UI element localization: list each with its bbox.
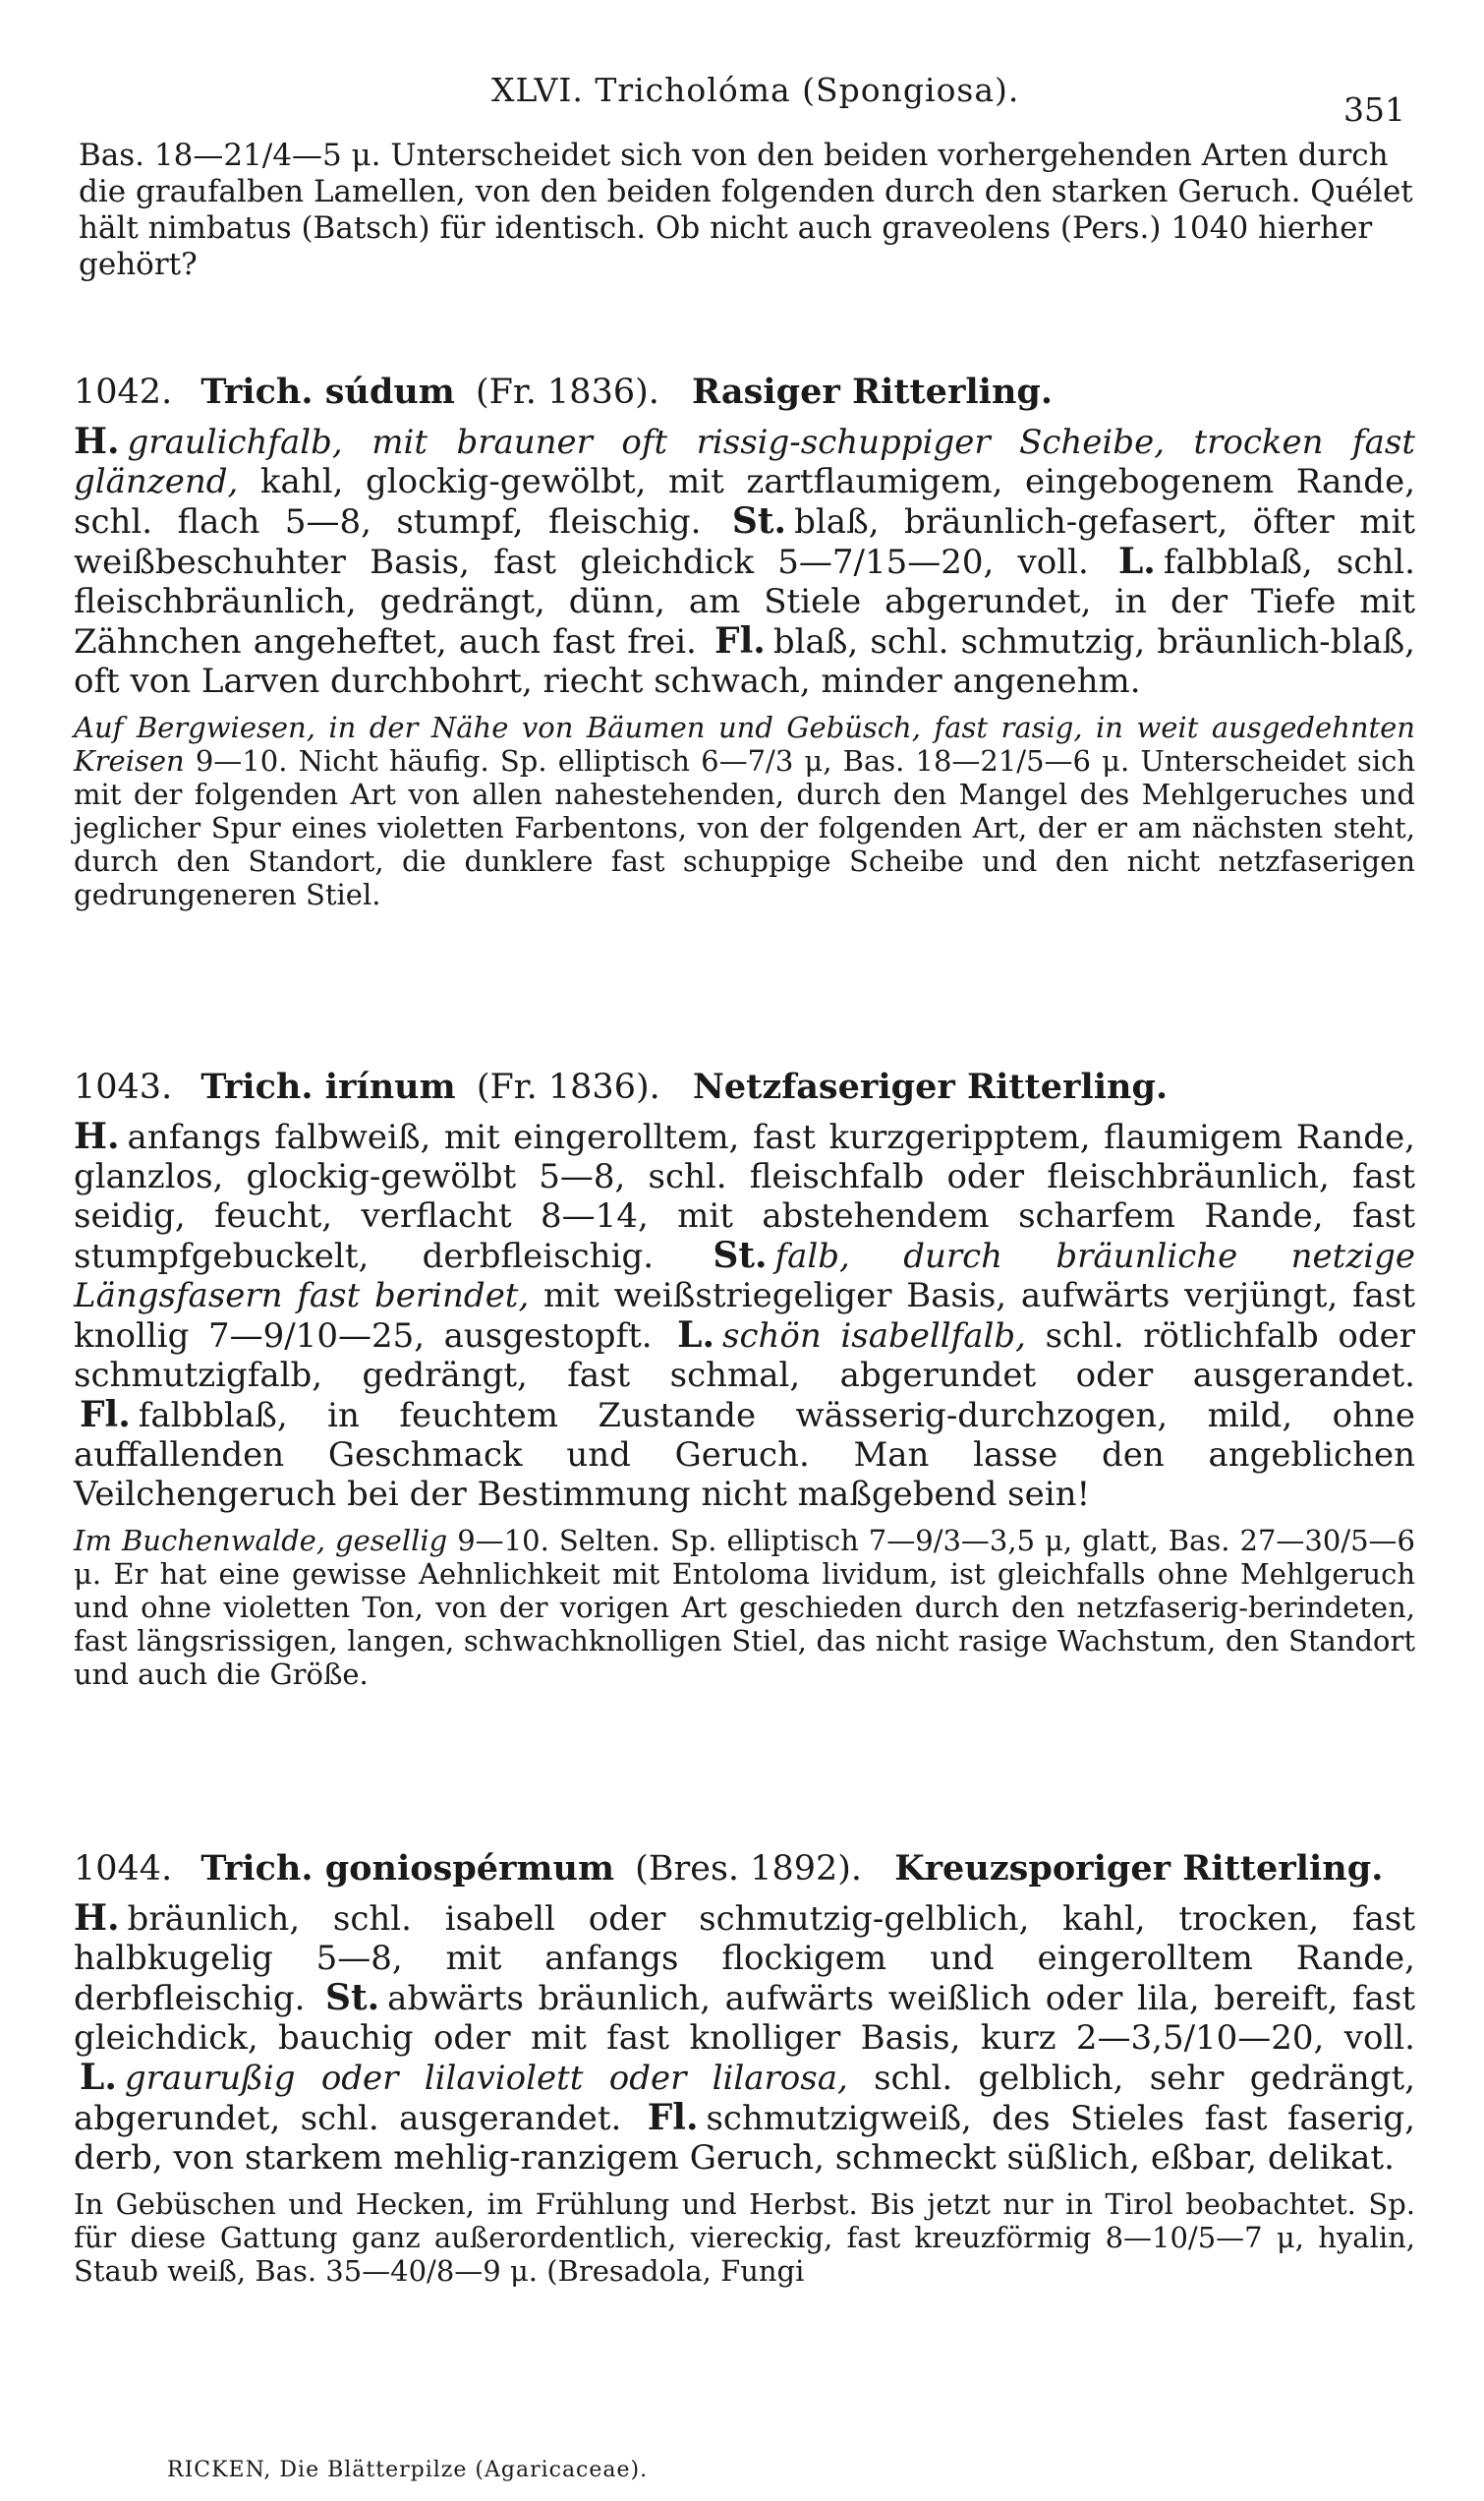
section-text: schl. rötlichfalb oder schmutzigfalb, gedrängt, fast schmal, abgerundet oder ausgerandet. — [74, 1316, 1416, 1395]
section-italic-text: schön isabellfalb, — [722, 1316, 1026, 1356]
section-key: L. — [677, 1314, 715, 1356]
section-italic-text: falb, durch bräunliche netzige Längsfasern fast berindet, — [74, 1237, 1415, 1315]
entry-number: 1044. — [74, 1849, 173, 1889]
section-text: mit weißstriegeliger Basis, aufwärts verjüngt, fast knollig 7—9/10—25, ausgestopft. — [74, 1276, 1415, 1356]
common-name: Kreuzsporiger Ritterling. — [894, 1848, 1384, 1889]
section-text: blaß, bräunlich-gefasert, öfter mit weißbeschuhter Basis, fast gleichdick 5—7/15—20, voll. — [74, 502, 1415, 582]
entry-note — [74, 2187, 1415, 2288]
species-entry-1044 — [74, 1848, 1415, 2288]
species-name: Trich. súdum — [200, 372, 455, 412]
entry-description — [74, 1117, 1415, 1514]
entry-number: 1043. — [74, 1068, 173, 1107]
entry-note — [74, 1524, 1415, 1691]
running-title: XLVI. Tricholóma (Spongiosa). — [491, 71, 1020, 109]
habitat-text: Auf Bergwiesen, in der Nähe von Bäumen und Gebüsch, fast rasig, in weit ausgedehnten Kreisen — [74, 711, 1415, 778]
section-key: H. — [74, 421, 120, 462]
intro-paragraph: Bas. 18—21/4—5 μ. Unterscheidet sich von den beiden vorhergehenden Arten durch die graufalben Lamellen, von den beiden folgenden durch den starken Geruch. Quélet hält nimbatus (Batsch) für identisch. Ob nicht auch graveolens (Pers.) 1040 hierher gehört? — [79, 138, 1413, 282]
species-entry-1043 — [74, 1067, 1415, 1691]
section-italic-text: graurußig oder lilaviolett oder lilarosa, — [124, 2059, 848, 2098]
common-name: Netzfaseriger Ritterling. — [692, 1067, 1169, 1107]
section-text: abwärts bräunlich, aufwärts weißlich oder lila, bereift, fast gleichdick, bauchig oder mit fast knolliger Basis, kurz 2—3,5/10—20, voll. — [74, 1979, 1415, 2058]
section-key: L. — [1117, 541, 1156, 582]
entry-number: 1042. — [74, 373, 173, 412]
species-name: Trich. goniospérmum — [200, 1848, 615, 1889]
species-name: Trich. irínum — [200, 1067, 456, 1107]
section-text: falbblaß, in feuchtem Zustande wässerig-durchzogen, mild, ohne auffallenden Geschmack und Geruch. Man lasse den angeblichen Veilchengeruch bei der Bestimmung nicht maßgebend sein! — [74, 1396, 1415, 1514]
entry-header — [74, 1848, 1415, 1889]
section-text: kahl, glockig-gewölbt, mit zartflaumigem, eingebogenem Rande, schl. flach 5—8, stumpf, fleischig. — [74, 462, 1415, 542]
section-key: Fl. — [80, 1394, 131, 1435]
species-entry-1042 — [74, 372, 1415, 911]
habitat-text: Im Buchenwalde, gesellig — [74, 1524, 448, 1557]
section-key: St. — [731, 500, 787, 542]
section-key: H. — [74, 1897, 120, 1939]
entry-note — [74, 711, 1415, 911]
entry-description — [74, 422, 1415, 701]
entry-header — [74, 372, 1415, 412]
note-text: 9—10. Selten. Sp. elliptisch 7—9/3—3,5 μ, glatt, Bas. 27—30/5—6 μ. Er hat eine gewisse Aehnlichkeit mit Entoloma lividum, ist gleichfalls ohne Mehlgeruch und ohne violetten Ton, von der vorigen Art geschieden durch den netzfaserig-berindeten, fast längsrissigen, langen, schwachknolligen Stiel, das nicht rasige Wachstum, den Standort und auch die Größe. — [74, 1524, 1415, 1691]
section-key: Fl. — [714, 620, 766, 662]
section-fleisch — [74, 1396, 1415, 1514]
section-text: falbblaß, schl. fleischbräunlich, gedrängt, dünn, am Stiele abgerundet, in der Tiefe mit Zähnchen angeheftet, auch fast frei. — [74, 543, 1415, 662]
species-authority: (Fr. 1836). — [476, 1068, 660, 1107]
section-text: blaß, schl. schmutzig, bräunlich-blaß, oft von Larven durchbohrt, riecht schwach, minder angenehm. — [74, 622, 1415, 701]
entry-description — [74, 1898, 1415, 2178]
page-footer: RICKEN, Die Blätterpilze (Agaricaceae). — [167, 2458, 649, 2482]
section-text: anfangs falbweiß, mit eingerolltem, fast kurzgeripptem, flaumigem Rande, glanzlos, glockig-gewölbt 5—8, schl. fleischfalb oder fleischbräunlich, fast seidig, feucht, verflacht 8—14, mit abstehendem scharfem Rande, fast stumpfgebuckelt, derbfleischig. — [74, 1118, 1415, 1276]
section-key: St. — [713, 1235, 768, 1276]
section-key: H. — [74, 1116, 120, 1157]
section-key: L. — [80, 2057, 117, 2098]
section-text: bräunlich, schl. isabell oder schmutzig-gelblich, kahl, trocken, fast halbkugelig 5—8, mit anfangs flockigem und eingerolltem Rande, derbfleischig. — [74, 1899, 1415, 2018]
section-text: schl. gelblich, sehr gedrängt, abgerundet, schl. ausgerandet. — [74, 2059, 1416, 2138]
entry-header — [74, 1067, 1415, 1107]
page-number: 351 — [1343, 90, 1405, 129]
section-key: St. — [325, 1977, 380, 2018]
species-authority: (Fr. 1836). — [475, 373, 659, 412]
note-text: 9—10. Nicht häufig. Sp. elliptisch 6—7/3 μ, Bas. 18—21/5—6 μ. Unterscheidet sich mit der folgenden Art von allen nahestehenden, durch den Mangel des Mehlgeruches und jeglicher Spur eines violetten Farbentons, von der folgenden Art, der er am nächsten steht, durch den Standort, die dunklere fast schuppige Scheibe und den nicht netzfaserigen gedrungeneren Stiel. — [74, 744, 1416, 911]
section-key: Fl. — [647, 2097, 699, 2138]
common-name: Rasiger Ritterling. — [692, 372, 1054, 412]
species-authority: (Bres. 1892). — [635, 1849, 863, 1889]
note-text: In Gebüschen und Hecken, im Frühlung und Herbst. Bis jetzt nur in Tirol beobachtet. Sp. für diese Gattung ganz außerordentlich, viereckig, fast kreuzförmig 8—10/5—7 μ, hyalin, Staub weiß, Bas. 35—40/8—9 μ. (Bresadola, Fungi — [74, 2187, 1415, 2288]
section-italic-text: graulichfalb, mit brauner oft rissig-schuppiger Scheibe, trocken fast glänzend, — [74, 423, 1415, 501]
section-text: schmutzigweiß, des Stieles fast faserig, derb, von starkem mehlig-ranzigem Geruch, schmeckt süßlich, eßbar, delikat. — [74, 2099, 1416, 2178]
